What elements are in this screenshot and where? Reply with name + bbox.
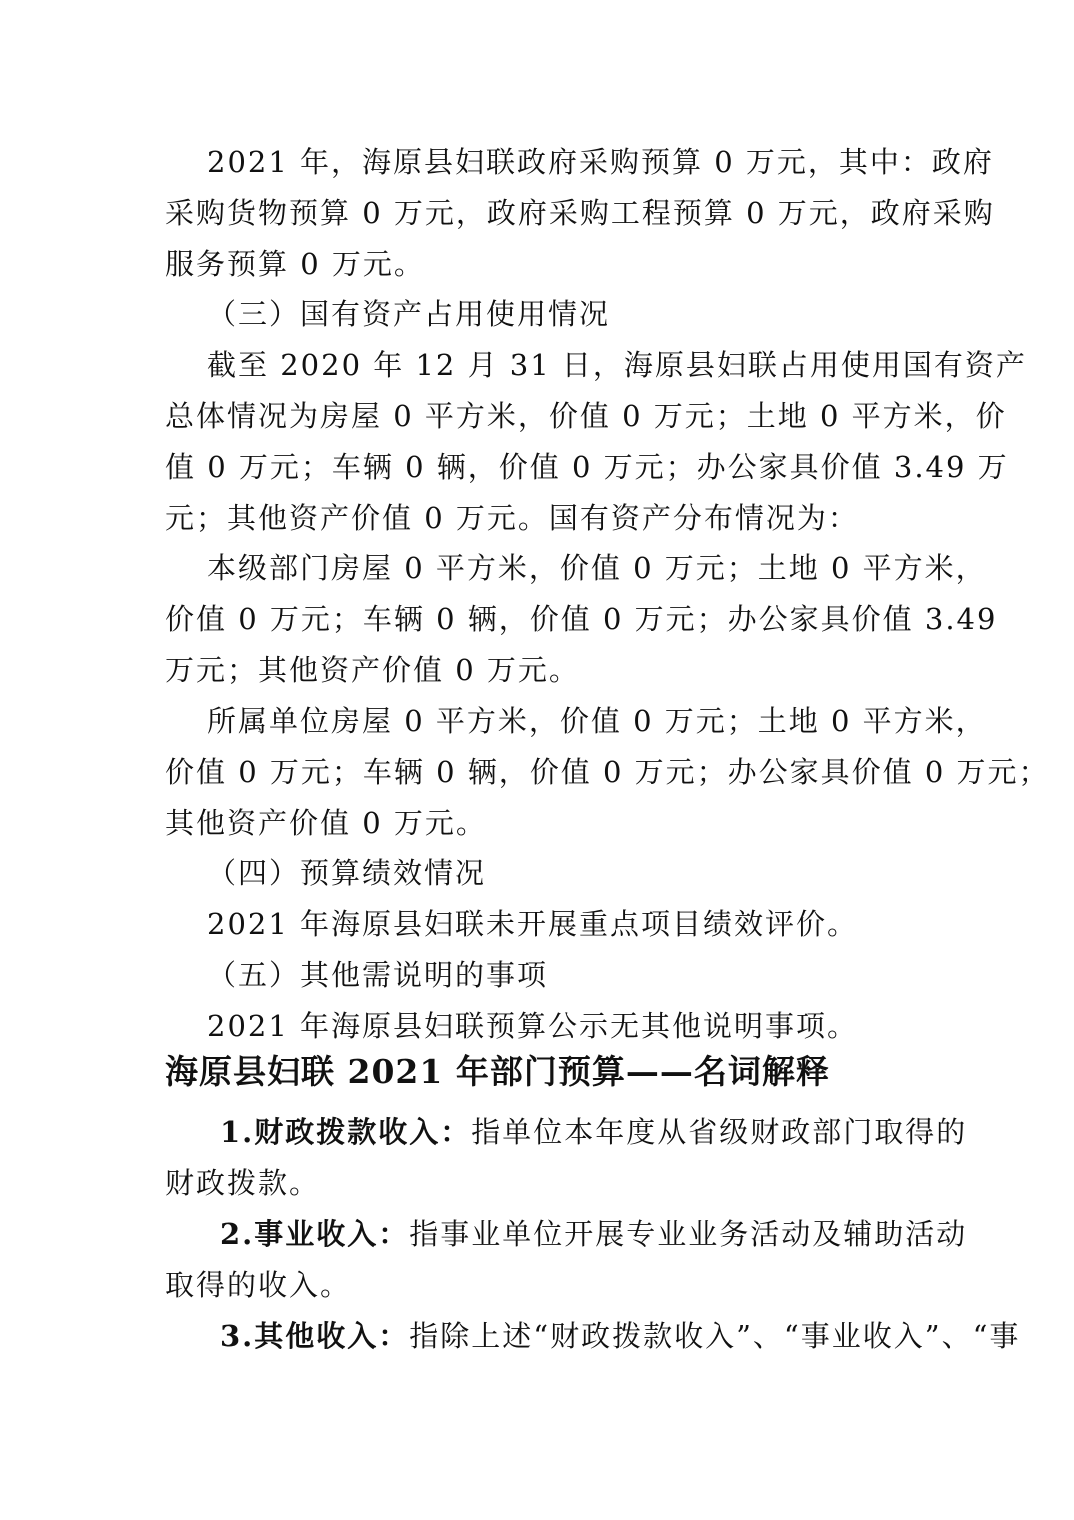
affiliated-assets-line-3: 其他资产价值 0 万元。 <box>165 806 487 840</box>
glossary-item-3-line-1 <box>220 1316 1021 1356</box>
assets-paragraph-line-4: 元；其他资产价值 0 万元。国有资产分布情况为： <box>165 501 859 535</box>
section-heading-performance: （四）预算绩效情况 <box>207 856 487 890</box>
performance-paragraph: 2021 年海原县妇联未开展重点项目绩效评价。 <box>207 907 859 941</box>
section-heading-state-assets: （三）国有资产占用使用情况 <box>207 297 611 331</box>
procurement-paragraph-line-2: 采购货物预算 0 万元，政府采购工程预算 0 万元，政府采购 <box>165 196 995 230</box>
glossary-item-1-line-2: 财政拨款。 <box>165 1166 321 1200</box>
glossary-title: 海原县妇联 2021 年部门预算——名词解释 <box>165 1052 830 1091</box>
glossary-term-3: 3.其他收入： <box>220 1319 410 1353</box>
glossary-term-1: 1.财政拨款收入： <box>220 1115 472 1149</box>
section-heading-other-matters: （五）其他需说明的事项 <box>207 958 549 992</box>
glossary-definition-3: 指除上述“财政拨款收入”、“事业收入”、“事 <box>409 1319 1021 1353</box>
assets-paragraph-line-3: 值 0 万元；车辆 0 辆，价值 0 万元；办公家具价值 3.49 万 <box>165 450 1009 484</box>
affiliated-assets-line-2: 价值 0 万元；车辆 0 辆，价值 0 万元；办公家具价值 0 万元； <box>165 755 1050 789</box>
glossary-definition-2: 指事业单位开展专业业务活动及辅助活动 <box>409 1217 968 1251</box>
glossary-item-1-line-1 <box>220 1112 980 1152</box>
other-matters-paragraph: 2021 年海原县妇联预算公示无其他说明事项。 <box>207 1009 859 1043</box>
department-assets-line-3: 万元；其他资产价值 0 万元。 <box>165 653 580 687</box>
glossary-definition-1: 指单位本年度从省级财政部门取得的 <box>471 1115 968 1149</box>
assets-paragraph-line-1: 截至 2020 年 12 月 31 日，海原县妇联占用使用国有资产 <box>207 348 1027 382</box>
department-assets-line-1: 本级部门房屋 0 平方米，价值 0 万元；土地 0 平方米， <box>207 551 987 585</box>
glossary-item-2-line-1 <box>220 1214 980 1254</box>
glossary-term-2: 2.事业收入： <box>220 1217 410 1251</box>
department-assets-line-2: 价值 0 万元；车辆 0 辆，价值 0 万元；办公家具价值 3.49 <box>165 602 998 636</box>
procurement-paragraph-line-1: 2021 年，海原县妇联政府采购预算 0 万元，其中：政府 <box>207 145 994 179</box>
affiliated-assets-line-1: 所属单位房屋 0 平方米，价值 0 万元；土地 0 平方米， <box>207 704 987 738</box>
procurement-paragraph-line-3: 服务预算 0 万元。 <box>165 247 425 281</box>
glossary-item-2-line-2: 取得的收入。 <box>165 1268 352 1302</box>
assets-paragraph-line-2: 总体情况为房屋 0 平方米，价值 0 万元；土地 0 平方米，价 <box>165 399 1007 433</box>
